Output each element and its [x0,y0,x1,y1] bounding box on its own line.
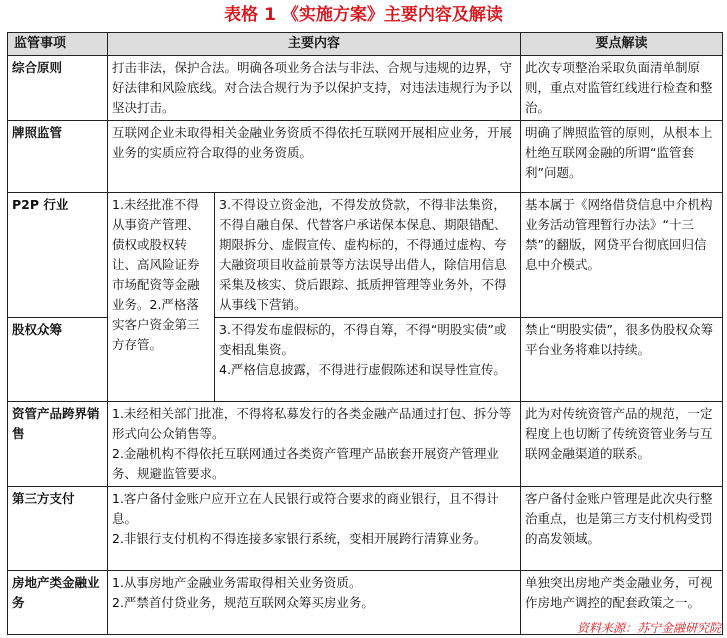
category-cell: 房地产类金融业务 [8,571,108,635]
interpretation-cell: 此次专项整治采取负面清单制原则，重点对监管红线进行检查和整治。 [521,56,723,121]
category-cell: 资管产品跨界销售 [8,402,108,487]
header-interpretation: 要点解读 [521,33,723,56]
content-item: 2.金融机构不得依托互联网通过各类资产管理产品嵌套开展资产管理业务、规避监管要求。 [112,446,499,481]
interpretation-cell: 此为对传统资管产品的规范，一定程度上也切断了传统资管业务与互联网金融渠道的联系。 [521,402,723,487]
header-category: 监管事项 [8,33,108,56]
category-cell: 第三方支付 [8,487,108,571]
content-item: 2.非银行支付机构不得连接多家银行系统，变相开展跨行清算业务。 [112,531,487,546]
category-cell: 牌照监管 [8,121,108,193]
content-item: 1.未经相关部门批准，不得将私募发行的各类金融产品通过打包、拆分等形式向公众销售等。 [112,406,512,441]
content-item: 1.客户备付金账户应开立在人民银行或符合要求的商业银行，且不得计息。 [112,491,499,526]
shared-content-cell: 1.未经批准不得从事资产管理、债权或股权转让、高风险证券市场配资等金融业务。2.严格落实客户资金第三方存管。 [108,193,215,402]
table-row [8,193,723,318]
table-row [8,487,723,571]
category-cell: 综合原则 [8,56,108,121]
table-row [8,56,723,121]
category-cell: P2P 行业 [8,193,108,318]
header-content: 主要内容 [108,33,521,56]
content-item: 2.严禁首付贷业务，规范互联网众筹买房业务。 [112,595,374,610]
content-cell: 互联网企业未取得相关金融业务资质不得依托互联网开展相应业务，开展业务的实质应符合取得的业务资质。 [108,121,521,193]
interpretation-cell: 客户备付金账户管理是此次央行整治重点，也是第三方支付机构受罚的高发领域。 [521,487,723,571]
content-item: 1.从事房地产金融业务需取得相关业务资质。 [112,575,362,590]
content-cell [108,487,521,571]
content-cell [108,402,521,487]
interpretation-cell: 明确了牌照监管的原则，从根本上杜绝互联网金融的所谓“监管套利”问题。 [521,121,723,193]
header-row [8,33,723,56]
interpretation-cell: 单独突出房地产类金融业务，可视作房地产调控的配套政策之一。 [521,571,723,635]
content-cell: 打击非法，保护合法。明确各项业务合法与非法、合规与违规的边界，守好法律和风险底线。对合法合规行为予以保护支持，对违法违规行为予以坚决打击。 [108,56,521,121]
content-cell [108,571,521,635]
table-title: 表格 1 《实施方案》主要内容及解读 [224,5,503,25]
interpretation-cell: 基本属于《网络借贷信息中介机构业务活动管理暂行办法》“十三禁”的翻版，网贷平台彻底回归信息中介模式。 [521,193,723,318]
content-item: 3.不得发布虚假标的，不得自筹，不得“明股实债”或变相乱集资。 [219,322,507,357]
table-row [8,402,723,487]
interpretation-cell: 禁止“明股实债”，很多伪股权众筹平台业务将难以持续。 [521,318,723,402]
table-row [8,121,723,193]
content-item: 4.严格信息披露，不得进行虚假陈述和误导性宣传。 [219,362,506,377]
policy-table [7,32,723,635]
category-cell: 股权众筹 [8,318,108,402]
content-cell: 3.不得设立资金池，不得发放贷款，不得非法集资，不得自融自保、代替客户承诺保本保息、期限错配、期限拆分、虚假宣传、虚构标的，不得通过虚构、夸大融资项目收益前景等方法误导出借人，除信用信息采集及核实、贷后跟踪、抵质押管理等业务外，不得从事线下营销。 [215,193,521,318]
content-cell [215,318,521,402]
source-note: 资料来源：苏宁金融研究院 [576,621,721,635]
